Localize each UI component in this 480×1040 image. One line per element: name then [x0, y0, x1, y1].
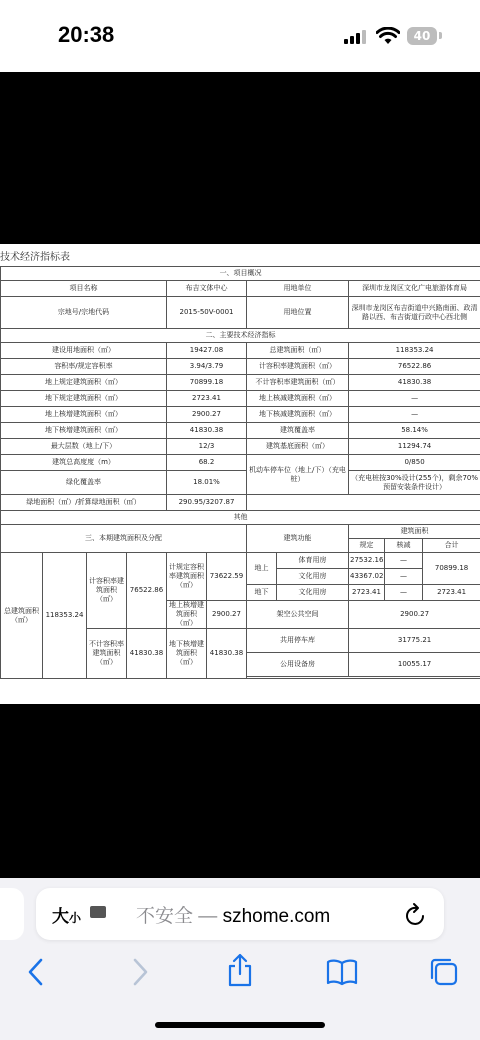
cell: 深圳市龙岗区文化广电旅游体育局: [349, 281, 480, 297]
indicator-table: [0, 266, 480, 679]
cell: 绿地面积（㎡）/折算绿地面积（㎡）: [1, 495, 167, 511]
text-size-button[interactable]: [52, 902, 81, 927]
cell: 41830.38: [207, 629, 247, 679]
cell: —: [385, 553, 423, 569]
reload-icon[interactable]: [404, 901, 428, 927]
cell: 地下核增建筑面积（㎡）: [1, 423, 167, 439]
battery-cap: [439, 32, 442, 39]
technical-table-image: [0, 244, 480, 704]
cell: 最大层数（地上/下）: [1, 439, 167, 455]
text-size-small: 小: [69, 911, 82, 925]
cell: 地上规定建筑面积（㎡）: [1, 375, 167, 391]
cell: 118353.24: [349, 343, 480, 359]
cell: 绿化覆盖率: [1, 471, 167, 495]
cell: 用地位置: [247, 297, 349, 329]
bookmarks-icon[interactable]: [326, 958, 358, 986]
cell: 项目名称: [1, 281, 167, 297]
clock: 20:38: [58, 22, 115, 47]
tabs-icon[interactable]: [428, 956, 460, 988]
cell: 体育用房: [277, 553, 349, 569]
wifi-icon: [376, 27, 400, 45]
cell: 10055.17: [349, 653, 480, 677]
cell: 70899.18: [167, 375, 247, 391]
url-display[interactable]: [136, 901, 330, 928]
cell: 2900.27: [349, 601, 480, 629]
cell: 41830.38: [349, 375, 480, 391]
address-bar[interactable]: [36, 888, 444, 940]
cell: 不计容积率建筑面积（㎡）: [247, 375, 349, 391]
cellular-signal-icon: [344, 30, 366, 44]
cell: 0/850: [349, 455, 480, 471]
cell: —: [385, 569, 423, 585]
text-size-large: 大: [52, 907, 69, 927]
cell: 架空公共空间: [247, 601, 349, 629]
insecure-label: 不安全 —: [136, 906, 223, 927]
cell: 2900.27: [167, 407, 247, 423]
cell: 地下核减建筑面积（㎡）: [247, 407, 349, 423]
cell: 建筑覆盖率: [247, 423, 349, 439]
cell: 地上核减建筑面积（㎡）: [247, 391, 349, 407]
cell: 58.14%: [349, 423, 480, 439]
cell: 文化用房: [277, 585, 349, 601]
cell: 总建筑面积（㎡）: [1, 553, 43, 679]
home-indicator: [155, 1022, 325, 1028]
status-bar: [0, 0, 480, 72]
cell: 规定: [349, 539, 385, 553]
cell: 2723.41: [349, 585, 385, 601]
cell: （充电桩按30%设计(255个)，剩余70%预留安装条件设计）: [349, 471, 480, 495]
cell: 2900.27: [207, 601, 247, 629]
cell: 不计容积率建筑面积（㎡）: [87, 629, 127, 679]
section-overview: 一、项目概况: [1, 267, 480, 281]
cell: 建筑总高度度（m）: [1, 455, 167, 471]
cell: 计容积率建筑面积（㎡）: [247, 359, 349, 375]
black-image-block-bottom: [0, 704, 480, 878]
cell: 11294.74: [349, 439, 480, 455]
battery-icon: 40: [407, 27, 437, 45]
cell: 2723.41: [167, 391, 247, 407]
cell: 68.2: [167, 455, 247, 471]
cell: 共用停车库: [247, 629, 349, 653]
cell: 76522.86: [127, 553, 167, 629]
cell: 41830.38: [167, 423, 247, 439]
cell: 41830.38: [127, 629, 167, 679]
cell: 18.01%: [167, 471, 247, 495]
cell: 70899.18: [423, 553, 480, 585]
cell: —: [349, 407, 480, 423]
cell: [247, 495, 480, 511]
cell: 76522.86: [349, 359, 480, 375]
cell: 31775.21: [349, 629, 480, 653]
cell: 建筑面积: [349, 525, 480, 539]
cell: [247, 677, 480, 679]
cell: 290.95/3207.87: [167, 495, 247, 511]
black-image-block-top: [0, 72, 480, 244]
cell: 73622.59: [207, 553, 247, 601]
cell: 地下: [247, 585, 277, 601]
forward-icon[interactable]: [130, 956, 150, 988]
section-allocation: 三、本期建筑面积及分配: [1, 525, 247, 553]
cell: 建筑基底面积（㎡）: [247, 439, 349, 455]
extension-icon[interactable]: [90, 906, 106, 918]
cell: 布吉文体中心: [167, 281, 247, 297]
section-indicators: 二、主要技术经济指标: [1, 329, 480, 343]
cell: 核减: [385, 539, 423, 553]
cell: 3.94/3.79: [167, 359, 247, 375]
cell: 地上核增建筑面积（㎡）: [1, 407, 167, 423]
cell: 宗地号/宗地代码: [1, 297, 167, 329]
share-icon[interactable]: [226, 952, 254, 988]
cell: 公用设备房: [247, 653, 349, 677]
cell: 12/3: [167, 439, 247, 455]
cell: 118353.24: [43, 553, 87, 679]
cell: 总建筑面积（㎡）: [247, 343, 349, 359]
cell: 建筑功能: [247, 525, 349, 553]
back-icon[interactable]: [26, 956, 46, 988]
previous-tab-peek[interactable]: [0, 888, 24, 940]
cell: 地上核增建筑面积（㎡）: [167, 601, 207, 629]
cell: 建设用地面积（㎡）: [1, 343, 167, 359]
cell: 2723.41: [423, 585, 480, 601]
section-other: 其他: [1, 511, 480, 525]
cell: 地下规定建筑面积（㎡）: [1, 391, 167, 407]
cell: 深圳市龙岗区布吉街道中兴路南面、政清路以西、布吉街道行政中心西北侧: [349, 297, 480, 329]
cell: 19427.08: [167, 343, 247, 359]
cell: 2015-50V-0001: [167, 297, 247, 329]
cell: 文化用房: [277, 569, 349, 585]
cell: 地下核增建筑面积（㎡）: [167, 629, 207, 679]
cell: 容积率/规定容积率: [1, 359, 167, 375]
table-title: 技术经济指标表: [0, 252, 70, 263]
cell: —: [349, 391, 480, 407]
cell: 计规定容积率建筑面积（㎡）: [167, 553, 207, 601]
cell: 地上: [247, 553, 277, 585]
cell: 机动车停车位（地上/下）（充电桩）: [247, 455, 349, 495]
cell: 计容积率建筑面积（㎡）: [87, 553, 127, 629]
cell: 43367.02: [349, 569, 385, 585]
cell: 合计: [423, 539, 480, 553]
cell: —: [385, 585, 423, 601]
cell: 用地单位: [247, 281, 349, 297]
domain-label: szhome.com: [222, 906, 331, 927]
cell: 27532.16: [349, 553, 385, 569]
